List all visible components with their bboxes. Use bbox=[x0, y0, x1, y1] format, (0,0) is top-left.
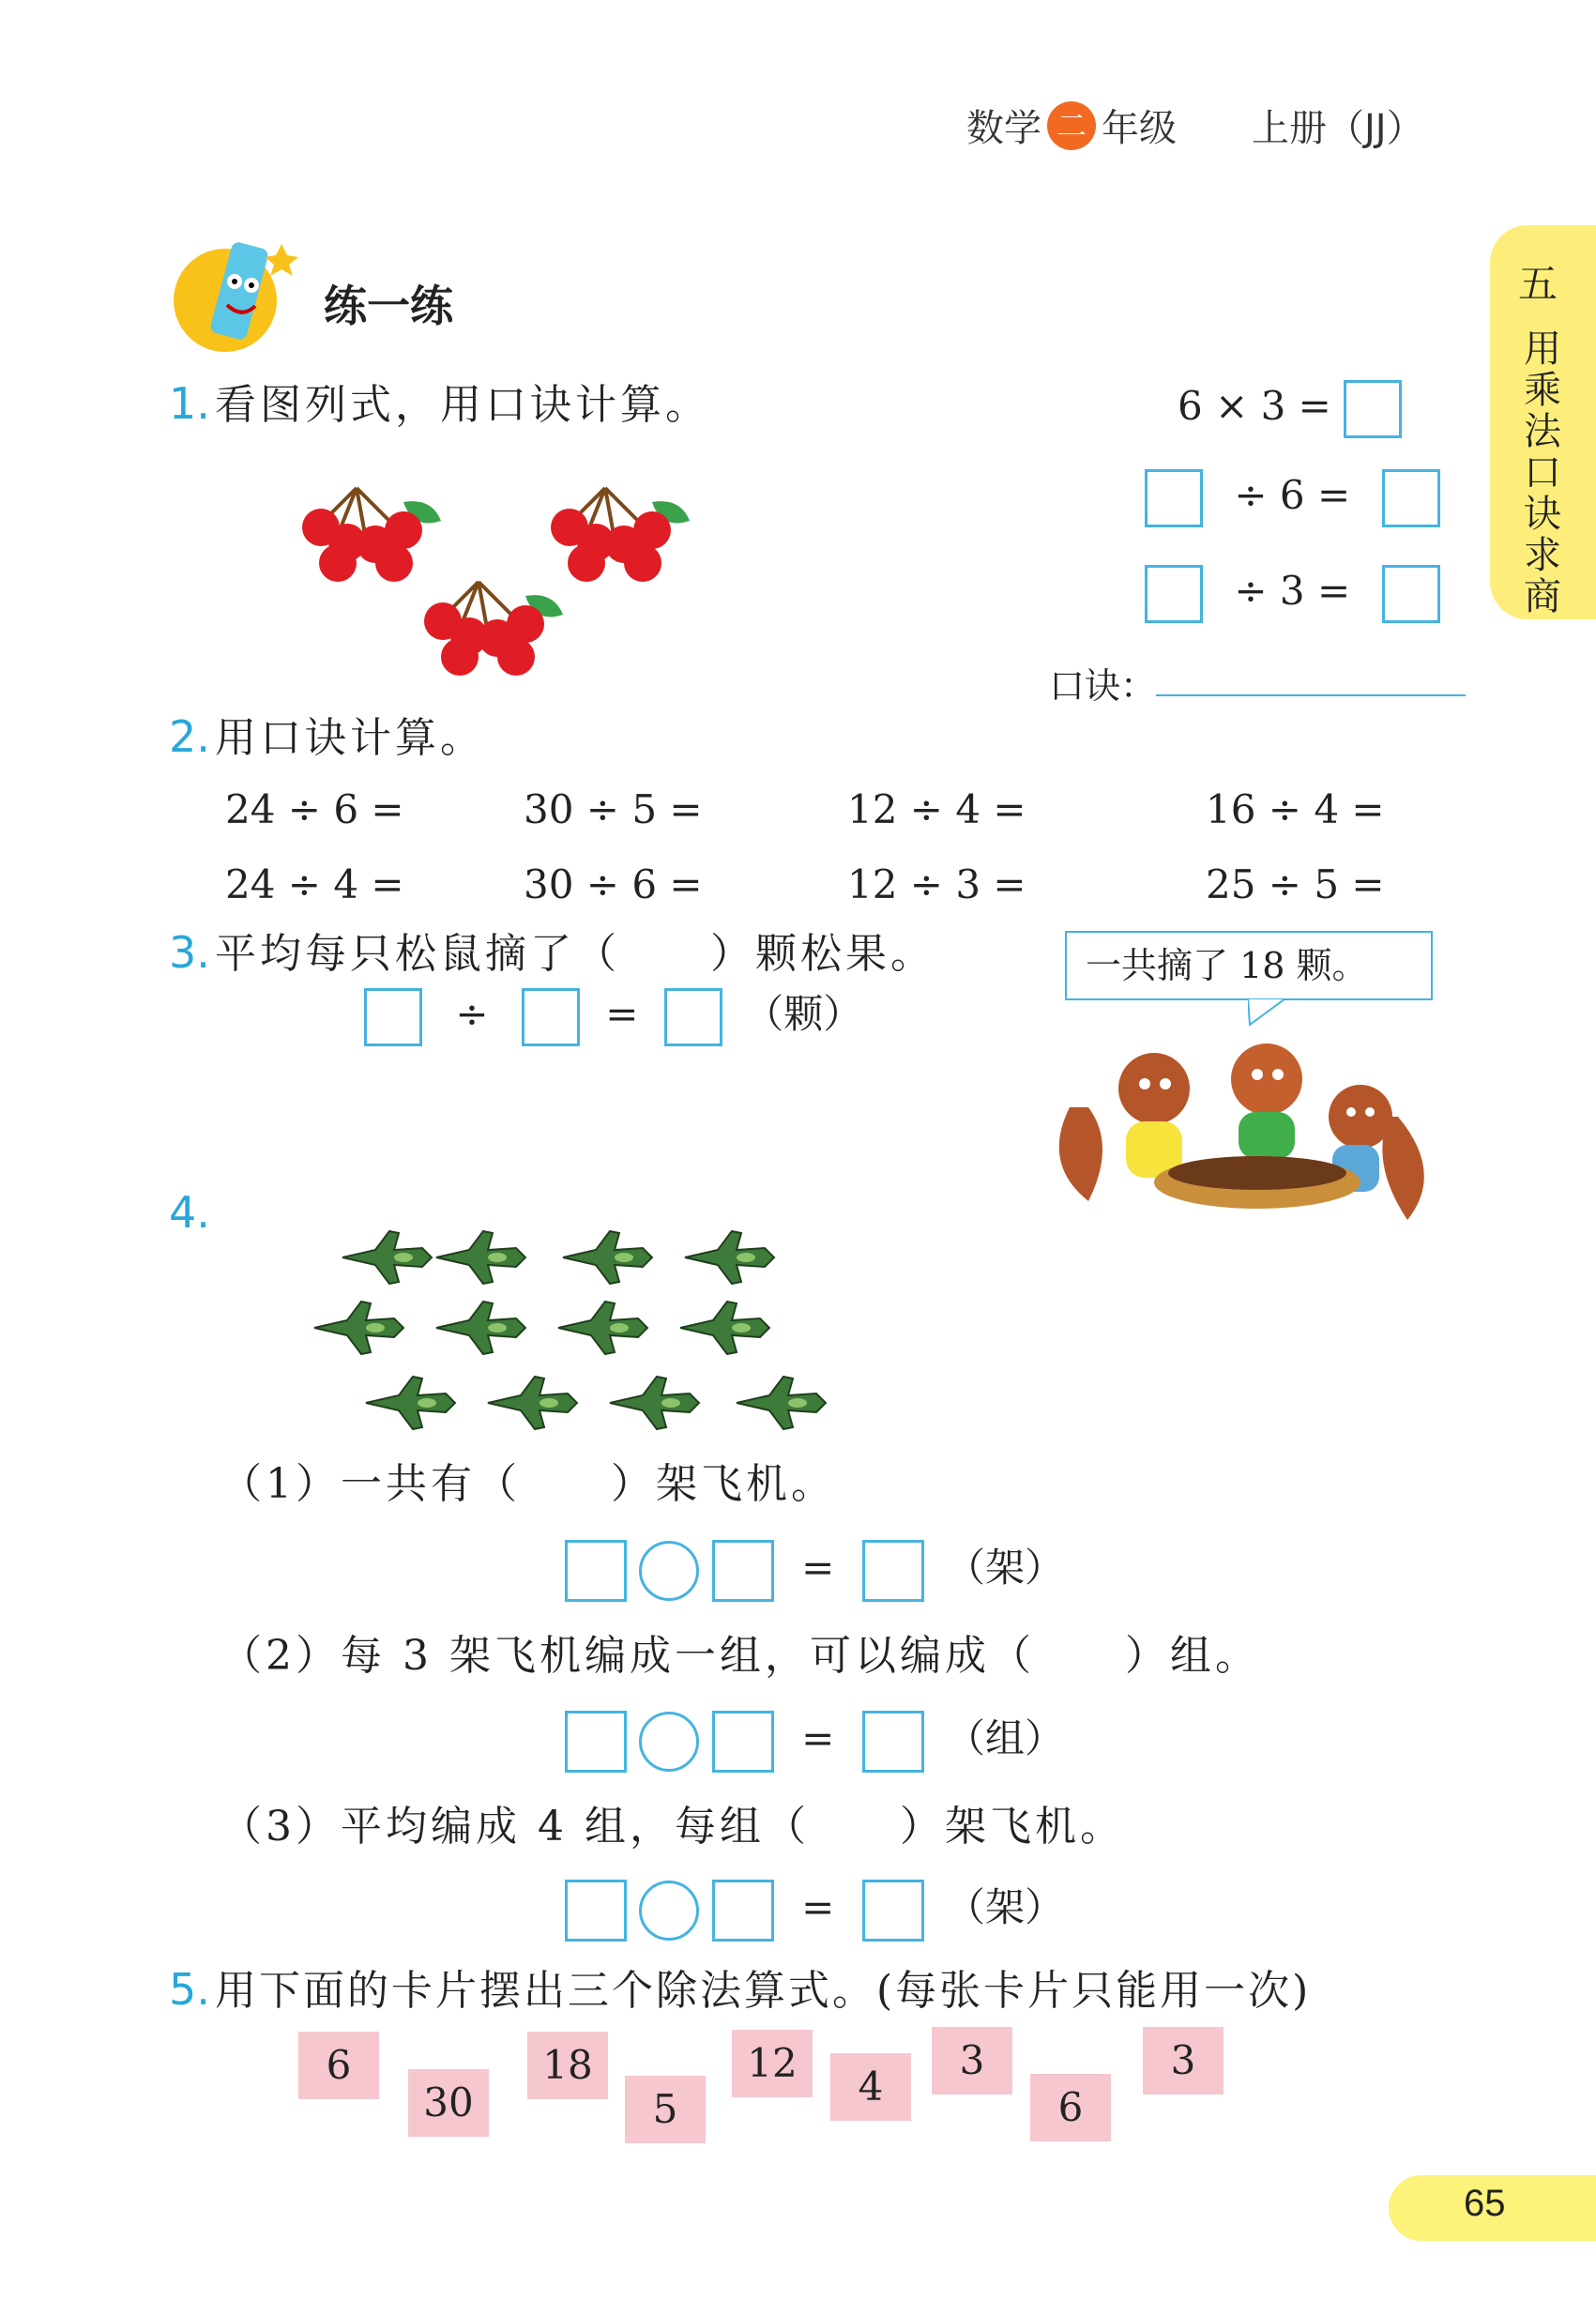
answer-box[interactable] bbox=[522, 988, 580, 1046]
answer-box[interactable] bbox=[565, 1711, 627, 1773]
mnemonic-answer-line[interactable] bbox=[1156, 694, 1466, 696]
cherries-image bbox=[300, 469, 741, 698]
grade-label: 年级 bbox=[1102, 107, 1177, 150]
section-title: 练一练 bbox=[324, 281, 453, 331]
fighter-plane-icon bbox=[342, 1231, 432, 1284]
number-card[interactable]: 6 bbox=[1030, 2074, 1111, 2141]
q4-part2-text: （2）每 3 架飞机编成一组，可以编成（ ）组。 bbox=[220, 1632, 1260, 1680]
answer-box[interactable] bbox=[712, 1880, 774, 1942]
fighter-plane-icon bbox=[366, 1377, 455, 1429]
q2-prompt bbox=[169, 704, 485, 764]
answer-box[interactable] bbox=[1382, 469, 1440, 527]
speech-bubble: 一共摘了 18 颗。 bbox=[1065, 931, 1433, 1000]
answer-box[interactable] bbox=[712, 1540, 774, 1602]
number-card[interactable]: 30 bbox=[408, 2069, 489, 2137]
number-card[interactable]: 5 bbox=[625, 2076, 706, 2143]
volume-label: 上册（JJ） bbox=[1252, 107, 1424, 150]
number-card[interactable]: 3 bbox=[932, 2027, 1012, 2094]
q1-equation-3: ÷ 3 = bbox=[1145, 565, 1440, 623]
answer-box[interactable] bbox=[862, 1880, 924, 1942]
number-card[interactable]: 18 bbox=[527, 2032, 608, 2099]
operator-circle[interactable] bbox=[639, 1712, 699, 1772]
fighter-plane-icon bbox=[436, 1231, 525, 1284]
fighter-plane-icon bbox=[563, 1231, 652, 1284]
q2-expression: 30 ÷ 5 = bbox=[524, 786, 703, 832]
q2-number: 2. bbox=[169, 711, 210, 762]
answer-box[interactable] bbox=[712, 1711, 774, 1773]
q1-equation-2: ÷ 6 = bbox=[1145, 469, 1440, 527]
answer-box[interactable] bbox=[1145, 469, 1203, 527]
page-number: 65 bbox=[1464, 2183, 1506, 2224]
answer-box[interactable] bbox=[862, 1540, 924, 1602]
answer-box[interactable] bbox=[1382, 565, 1440, 623]
q1-number: 1. bbox=[169, 378, 210, 429]
fighter-plane-icon bbox=[558, 1302, 647, 1354]
subject-label: 数学 bbox=[966, 107, 1041, 150]
answer-box[interactable] bbox=[664, 988, 722, 1046]
operator-circle[interactable] bbox=[639, 1541, 699, 1601]
q4-part3-equation: = （架） bbox=[565, 1877, 1064, 1942]
q4-number: 4. bbox=[169, 1187, 210, 1238]
q2-expression: 12 ÷ 4 = bbox=[847, 786, 1026, 832]
q3-equation: ÷ = （颗） bbox=[364, 983, 862, 1046]
q2-expression: 24 ÷ 4 = bbox=[225, 861, 404, 907]
fighter-plane-icon bbox=[610, 1377, 699, 1429]
fighter-plane-icon bbox=[680, 1302, 769, 1354]
q2-expression: 25 ÷ 5 = bbox=[1206, 861, 1385, 907]
q4-part1-equation: = （架） bbox=[565, 1537, 1064, 1602]
page-number-tab bbox=[1389, 2175, 1596, 2241]
q5-text: 用下面的卡片摆出三个除法算式。(每张卡片只能用一次) bbox=[214, 1967, 1312, 2015]
q1-prompt bbox=[169, 371, 710, 431]
q2-expression: 12 ÷ 3 = bbox=[847, 861, 1026, 907]
q2-text: 用口诀计算。 bbox=[214, 714, 485, 762]
squirrels-image bbox=[1051, 1032, 1445, 1252]
chapter-title: 用乘法口诀求商 bbox=[1524, 327, 1561, 618]
q1-mnemonic: 口诀： bbox=[1049, 665, 1157, 707]
q4-part3-text: （3）平均编成 4 组，每组（ ）架飞机。 bbox=[220, 1803, 1125, 1851]
number-card[interactable]: 6 bbox=[298, 2032, 379, 2099]
q2-expression: 24 ÷ 6 = bbox=[225, 786, 404, 832]
q3-prompt bbox=[169, 920, 935, 980]
number-card[interactable]: 3 bbox=[1143, 2027, 1224, 2094]
chapter-side-tab bbox=[1490, 225, 1596, 619]
q4-part1-text: （1）一共有（ ）架飞机。 bbox=[220, 1460, 836, 1508]
fighter-plane-icon bbox=[737, 1377, 826, 1429]
q4-part2-equation: = （组） bbox=[565, 1708, 1064, 1773]
operator-circle[interactable] bbox=[639, 1881, 699, 1941]
answer-box[interactable] bbox=[1344, 380, 1402, 438]
q1-equation-1: 6 × 3 = bbox=[1178, 380, 1402, 438]
answer-box[interactable] bbox=[862, 1711, 924, 1773]
answer-box[interactable] bbox=[1145, 565, 1203, 623]
answer-box[interactable] bbox=[565, 1880, 627, 1942]
pencil-mascot-icon bbox=[169, 225, 310, 370]
q2-expression: 16 ÷ 4 = bbox=[1206, 786, 1385, 832]
answer-box[interactable] bbox=[364, 988, 422, 1046]
fighter-plane-icon bbox=[314, 1302, 403, 1354]
chapter-number: 五 bbox=[1518, 261, 1558, 307]
bubble-tail-icon bbox=[1248, 998, 1285, 1030]
page-header bbox=[966, 99, 1424, 152]
q5-prompt bbox=[169, 1957, 1311, 2017]
fighter-plane-icon bbox=[488, 1377, 577, 1429]
fighter-plane-icon bbox=[436, 1302, 525, 1354]
q3-text: 平均每只松鼠摘了（ ）颗松果。 bbox=[214, 930, 935, 978]
q1-text: 看图列式，用口诀计算。 bbox=[214, 381, 710, 429]
planes-image bbox=[310, 1220, 873, 1458]
q4-prompt bbox=[169, 1187, 210, 1238]
number-card[interactable]: 4 bbox=[830, 2053, 911, 2121]
q3-number: 3. bbox=[169, 927, 210, 978]
grade-badge: 二 bbox=[1047, 101, 1096, 150]
q5-number: 5. bbox=[169, 1964, 210, 2015]
q2-expression: 30 ÷ 6 = bbox=[524, 861, 703, 907]
answer-box[interactable] bbox=[565, 1540, 627, 1602]
fighter-plane-icon bbox=[685, 1231, 774, 1284]
number-card[interactable]: 12 bbox=[732, 2030, 813, 2097]
